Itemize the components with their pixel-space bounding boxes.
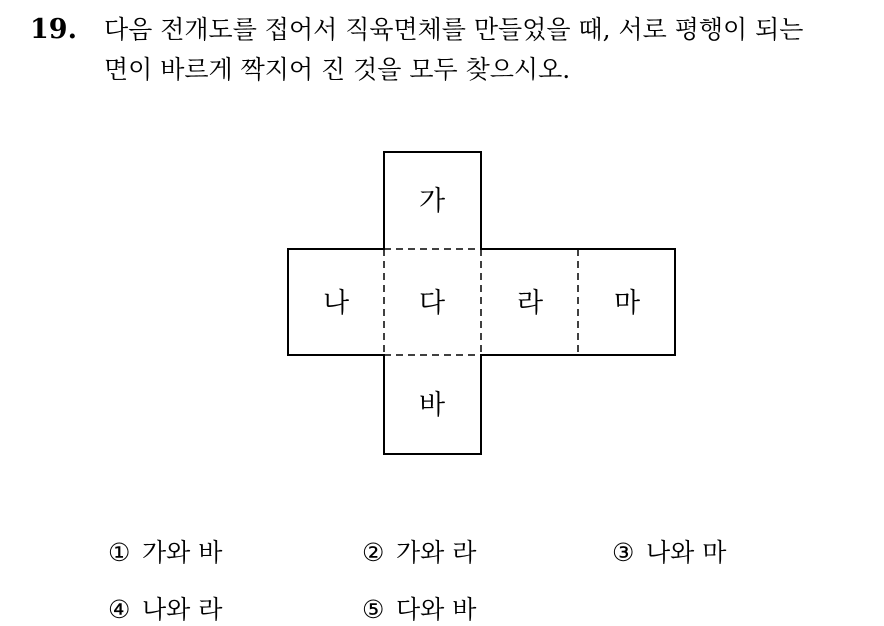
choice-3[interactable] bbox=[612, 537, 726, 569]
question-text-line-2: 면이 바르게 짝지어 진 것을 모두 찾으시오. bbox=[104, 55, 571, 84]
question-text-line-1: 다음 전개도를 접어서 직육면체를 만들었을 때, 서로 평행이 되는 bbox=[104, 15, 804, 44]
choice-text: 가와 라 bbox=[396, 538, 477, 567]
face-label-ma: 마 bbox=[613, 288, 641, 319]
choice-text: 나와 라 bbox=[142, 595, 223, 624]
choice-mark: ② bbox=[362, 538, 385, 567]
face-label-da: 다 bbox=[418, 288, 446, 319]
face-label-ra: 라 bbox=[516, 288, 544, 319]
choice-2[interactable] bbox=[362, 537, 476, 569]
choice-mark: ④ bbox=[108, 595, 131, 624]
choice-mark: ⑤ bbox=[362, 595, 385, 624]
choice-mark: ① bbox=[108, 538, 131, 567]
choice-text: 가와 바 bbox=[142, 538, 223, 567]
face-label-na: 나 bbox=[322, 288, 350, 319]
choice-text: 나와 마 bbox=[646, 538, 727, 567]
choice-4[interactable] bbox=[108, 594, 222, 626]
question-number: 19. bbox=[30, 14, 77, 45]
face-label-ga: 가 bbox=[418, 186, 446, 217]
choice-5[interactable] bbox=[362, 594, 476, 626]
choice-mark: ③ bbox=[612, 538, 635, 567]
face-label-ba: 바 bbox=[418, 390, 446, 421]
choice-text: 다와 바 bbox=[396, 595, 477, 624]
choice-1[interactable] bbox=[108, 537, 222, 569]
